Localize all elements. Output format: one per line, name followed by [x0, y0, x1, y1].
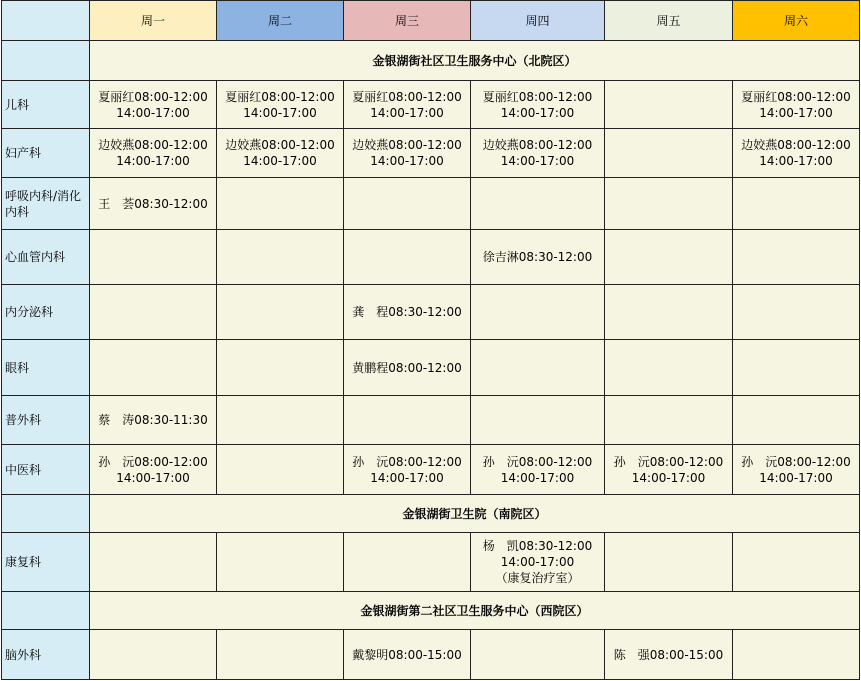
schedule-cell	[471, 81, 605, 129]
schedule-line: 14:00-17:00	[116, 470, 190, 485]
schedule-line: 孙 沅08:00-12:00	[613, 454, 724, 469]
schedule-line: 14:00-17:00	[759, 470, 833, 485]
schedule-cell	[605, 340, 733, 396]
department-name: 妇产科	[2, 129, 90, 178]
section-label-blank	[2, 495, 90, 533]
schedule-line: 徐吉淋08:30-12:00	[482, 250, 593, 264]
schedule-line: 14:00-17:00	[243, 105, 317, 120]
schedule-cell	[90, 285, 217, 340]
schedule-cell	[471, 445, 605, 495]
schedule-line: 14:00-17:00	[500, 470, 575, 485]
schedule-cell	[90, 533, 217, 592]
schedule-cell	[471, 533, 605, 592]
department-name: 眼科	[2, 340, 90, 396]
section-title: 金银湖街社区卫生服务中心（北院区）	[90, 41, 860, 81]
schedule-cell	[90, 445, 217, 495]
schedule-cell	[733, 230, 860, 285]
schedule-line: 14:00-17:00	[116, 154, 190, 168]
schedule-cell	[344, 533, 471, 592]
schedule-cell	[344, 129, 471, 178]
schedule-cell	[605, 178, 733, 230]
schedule-line: 边姣燕08:00-12:00	[225, 138, 335, 152]
section-row	[2, 592, 860, 630]
schedule-cell	[344, 81, 471, 129]
schedule-cell	[733, 81, 860, 129]
schedule-cell	[344, 445, 471, 495]
department-name: 普外科	[2, 396, 90, 445]
schedule-cell	[217, 178, 344, 230]
header-corner	[2, 1, 90, 41]
schedule-line: 夏丽红08:00-12:00	[225, 89, 335, 104]
dept-row	[2, 396, 860, 445]
schedule-cell	[217, 630, 344, 680]
schedule-line: （康复治疗室）	[495, 571, 580, 585]
schedule-cell	[90, 178, 217, 230]
schedule-line: 14:00-17:00	[370, 105, 444, 120]
header-row	[2, 1, 860, 41]
day-header: 周二	[217, 1, 344, 41]
schedule-cell	[471, 630, 605, 680]
section-title: 金银湖街卫生院（南院区）	[90, 495, 860, 533]
department-name: 儿科	[2, 81, 90, 129]
schedule-table	[1, 0, 860, 680]
schedule-cell	[605, 129, 733, 178]
schedule-cell	[733, 396, 860, 445]
schedule-cell	[217, 533, 344, 592]
schedule-cell	[90, 81, 217, 129]
schedule-line: 黄鹏程08:00-12:00	[352, 360, 462, 375]
department-name: 脑外科	[2, 630, 90, 680]
schedule-line: 14:00-17:00	[116, 105, 190, 120]
schedule-line: 王 荟08:30-12:00	[98, 196, 208, 211]
schedule-cell	[217, 340, 344, 396]
department-name: 内分泌科	[2, 285, 90, 340]
schedule-line: 14:00-17:00	[500, 105, 575, 120]
department-name: 呼吸内科/消化内科	[2, 178, 90, 230]
schedule-cell	[471, 230, 605, 285]
schedule-cell	[605, 396, 733, 445]
schedule-line: 蔡 涛08:30-11:30	[98, 413, 208, 427]
schedule-line: 孙 沅08:00-12:00	[98, 454, 208, 469]
schedule-line: 夏丽红08:00-12:00	[482, 89, 593, 104]
schedule-cell	[217, 285, 344, 340]
schedule-cell	[733, 630, 860, 680]
dept-row	[2, 178, 860, 230]
schedule-line: 14:00-17:00	[500, 555, 575, 569]
schedule-line: 夏丽红08:00-12:00	[98, 89, 208, 104]
department-name: 康复科	[2, 533, 90, 592]
schedule-cell	[733, 129, 860, 178]
schedule-line: 杨 凯08:30-12:00	[482, 539, 593, 553]
schedule-cell	[344, 178, 471, 230]
schedule-line: 14:00-17:00	[370, 470, 444, 485]
schedule-cell	[217, 396, 344, 445]
schedule-line: 14:00-17:00	[370, 154, 444, 168]
schedule-cell	[471, 340, 605, 396]
schedule-cell	[605, 533, 733, 592]
day-header: 周四	[471, 1, 605, 41]
dept-row	[2, 445, 860, 495]
schedule-cell	[471, 129, 605, 178]
department-name: 心血管内科	[2, 230, 90, 285]
schedule-line: 龚 程08:30-12:00	[352, 305, 462, 319]
schedule-cell	[217, 445, 344, 495]
dept-row	[2, 340, 860, 396]
schedule-cell	[217, 129, 344, 178]
schedule-cell	[344, 285, 471, 340]
schedule-cell	[90, 230, 217, 285]
schedule-cell	[90, 340, 217, 396]
dept-row	[2, 81, 860, 129]
schedule-line: 边姣燕08:00-12:00	[98, 138, 208, 152]
dept-row	[2, 129, 860, 178]
schedule-cell	[471, 285, 605, 340]
schedule-cell	[605, 230, 733, 285]
schedule-cell	[217, 230, 344, 285]
schedule-line: 边姣燕08:00-12:00	[482, 138, 593, 152]
schedule-line: 陈 强08:00-15:00	[613, 647, 724, 662]
section-title: 金银湖街第二社区卫生服务中心（西院区）	[90, 592, 860, 630]
schedule-line: 戴黎明08:00-15:00	[352, 647, 462, 662]
schedule-line: 孙 沅08:00-12:00	[352, 454, 462, 469]
schedule-line: 14:00-17:00	[631, 470, 706, 485]
schedule-cell	[733, 445, 860, 495]
schedule-line: 孙 沅08:00-12:00	[482, 454, 593, 469]
section-label-blank	[2, 592, 90, 630]
schedule-cell	[344, 230, 471, 285]
day-header: 周六	[733, 1, 860, 41]
day-header: 周五	[605, 1, 733, 41]
dept-row	[2, 533, 860, 592]
schedule-cell	[471, 396, 605, 445]
department-name: 中医科	[2, 445, 90, 495]
schedule-cell	[605, 81, 733, 129]
schedule-line: 夏丽红08:00-12:00	[352, 89, 462, 104]
day-header: 周一	[90, 1, 217, 41]
schedule-line: 14:00-17:00	[500, 154, 575, 168]
schedule-cell	[733, 178, 860, 230]
schedule-line: 14:00-17:00	[759, 154, 833, 168]
section-row	[2, 41, 860, 81]
section-label-blank	[2, 41, 90, 81]
schedule-cell	[605, 630, 733, 680]
schedule-cell	[90, 396, 217, 445]
dept-row	[2, 285, 860, 340]
day-header: 周三	[344, 1, 471, 41]
schedule-cell	[344, 396, 471, 445]
dept-row	[2, 230, 860, 285]
schedule-cell	[90, 630, 217, 680]
schedule-cell	[90, 129, 217, 178]
schedule-cell	[605, 445, 733, 495]
schedule-cell	[217, 81, 344, 129]
schedule-line: 边姣燕08:00-12:00	[741, 138, 851, 152]
schedule-line: 孙 沅08:00-12:00	[741, 454, 851, 469]
schedule-cell	[344, 630, 471, 680]
schedule-cell	[733, 285, 860, 340]
schedule-cell	[733, 340, 860, 396]
schedule-line: 边姣燕08:00-12:00	[352, 138, 462, 152]
schedule-cell	[605, 285, 733, 340]
schedule-cell	[733, 533, 860, 592]
schedule-line: 14:00-17:00	[243, 154, 317, 168]
schedule-cell	[344, 340, 471, 396]
schedule-cell	[471, 178, 605, 230]
dept-row	[2, 630, 860, 680]
schedule-line: 14:00-17:00	[759, 105, 833, 120]
schedule-line: 夏丽红08:00-12:00	[741, 89, 851, 104]
section-row	[2, 495, 860, 533]
